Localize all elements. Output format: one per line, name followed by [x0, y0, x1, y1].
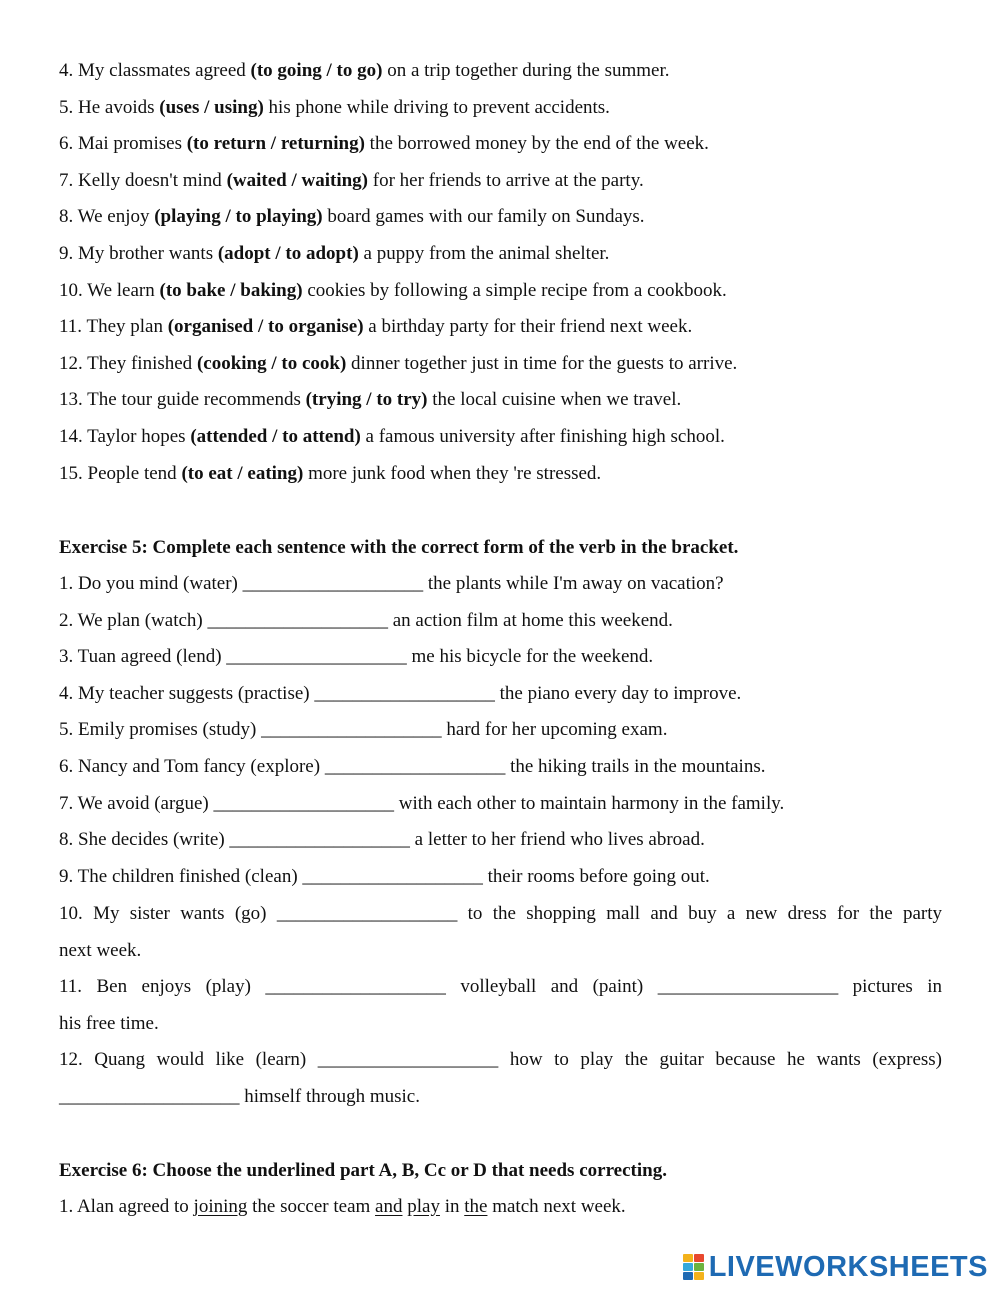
sentence-text: the piano every day to improve. — [494, 682, 742, 704]
exercise-4-item — [59, 132, 942, 156]
sentence-text: 1. Do you mind (water) — [59, 573, 243, 594]
exercise-4-item — [59, 462, 942, 486]
sentence-text: hard for her upcoming exam. — [441, 719, 668, 741]
sentence-text: a puppy from the animal shelter. — [358, 243, 610, 264]
answer-blank[interactable]: ___________________ — [213, 792, 394, 814]
sentence-text: 5. — [59, 96, 74, 118]
sentence-text: a famous university after finishing high school. — [360, 426, 725, 447]
exercise-4-item — [59, 169, 942, 193]
sentence-text: his phone while driving to prevent accidents. — [263, 96, 610, 118]
choice-options[interactable]: (attended / to attend) — [190, 426, 361, 447]
sentence-text: 6. — [59, 133, 74, 155]
choice-options[interactable]: (to eat / eating) — [181, 462, 304, 484]
sentence-text: 7. — [59, 169, 74, 191]
choice-options[interactable]: (uses / using) — [159, 96, 264, 118]
exercise-5-item — [59, 828, 942, 852]
sentence-text: He avoids — [78, 96, 160, 118]
sentence-text: Kelly doesn't mind — [78, 169, 227, 191]
option-a[interactable]: joining — [193, 1196, 248, 1217]
sentence-text: 11. — [59, 316, 83, 338]
sentence-text: the local cuisine when we travel. — [427, 389, 682, 411]
sentence-text: the hiking trails in the mountains. — [505, 756, 766, 777]
liveworksheets-logo[interactable] — [683, 1252, 988, 1282]
sentence-text: more junk food when they 're stressed. — [303, 462, 602, 484]
choice-options[interactable]: (to return / returning) — [186, 133, 365, 155]
sentence-text: 8. — [59, 206, 74, 228]
sentence-text: 12. — [59, 352, 83, 374]
exercise-6-heading: Exercise 6: Choose the underlined part A, B, Cc or D that needs correcting. — [59, 1160, 667, 1181]
exercise-4-item — [59, 242, 942, 266]
exercise-5-heading: Exercise 5: Complete each sentence with the correct form of the verb in the bracket. — [59, 537, 739, 558]
answer-blank[interactable]: ___________________ — [242, 573, 424, 594]
answer-blank[interactable]: ___________________ — [276, 903, 458, 924]
sentence-text: with each other to maintain harmony in the family. — [393, 792, 785, 814]
exercise-5-item-11-cont: his free time. — [59, 1013, 159, 1034]
exercise-5-item — [59, 645, 942, 669]
exercise-5-item — [59, 865, 942, 889]
choice-options[interactable]: (adopt / to adopt) — [217, 243, 359, 264]
sentence-text: on a trip together during the summer. — [382, 60, 670, 81]
sentence-text: 5. Emily promises (study) — [59, 719, 262, 741]
answer-blank[interactable]: ___________________ — [302, 865, 483, 887]
choice-options[interactable]: (to bake / baking) — [159, 279, 303, 301]
choice-options[interactable]: (trying / to try) — [305, 389, 428, 411]
exercise-5-item — [59, 609, 942, 633]
exercise-4-item — [59, 205, 942, 229]
sentence-text: the plants while I'm away on vacation? — [423, 573, 724, 594]
sentence-text: for her friends to arrive at the party. — [368, 169, 644, 191]
answer-blank[interactable]: ___________________ — [229, 829, 410, 851]
option-c[interactable]: play — [407, 1196, 440, 1217]
choice-options[interactable]: (waited / waiting) — [226, 169, 368, 191]
sentence-text: 9. — [59, 243, 74, 264]
sentence-text: 13. — [59, 389, 83, 411]
option-b[interactable]: and — [375, 1196, 403, 1217]
exercise-5-item — [59, 682, 942, 706]
sentence-text: 8. She decides (write) — [59, 829, 230, 851]
sentence-text: 4. My teacher suggests (practise) — [59, 682, 315, 704]
sentence-text: the borrowed money by the end of the week. — [364, 133, 709, 155]
sentence-text: 2. We plan (watch) — [59, 609, 208, 631]
answer-blank[interactable]: ___________________ — [314, 682, 495, 704]
choice-options[interactable]: (organised / to organise) — [167, 316, 364, 338]
sentence-text: Taylor hopes — [87, 426, 191, 447]
exercise-4-item — [59, 352, 942, 376]
sentence-text: People tend — [87, 462, 182, 484]
sentence-text: dinner together just in time for the guests to arrive. — [346, 352, 738, 374]
exercise-4-item — [59, 315, 942, 339]
exercise-5-item — [59, 572, 942, 596]
logo-blocks-icon — [683, 1254, 705, 1280]
exercise-5-item — [59, 755, 942, 779]
choice-options[interactable]: (cooking / to cook) — [196, 352, 347, 374]
sentence-text: My brother wants — [78, 243, 218, 264]
exercise-5-item-10: 10. My sister wants (go) ___________________ to the shopping mall and buy a new dress for the party — [59, 903, 942, 924]
answer-blank[interactable]: ___________________ — [59, 1086, 240, 1107]
sentence-text: their rooms before going out. — [482, 865, 710, 887]
exercise-6-item-1: 1. Alan agreed to joining the soccer team and play in the match next week. — [59, 1196, 626, 1217]
sentence-text: 4. — [59, 60, 74, 81]
sentence-text: 10. — [59, 279, 83, 301]
answer-blank[interactable]: ___________________ — [226, 646, 407, 668]
sentence-text: 6. Nancy and Tom fancy (explore) — [59, 756, 325, 777]
sentence-text: an action film at home this weekend. — [387, 609, 673, 631]
answer-blank[interactable]: ___________________ — [317, 1049, 499, 1070]
sentence-text: board games with our family on Sundays. — [322, 206, 645, 228]
option-d[interactable]: the — [464, 1196, 488, 1217]
exercise-4-item — [59, 96, 942, 120]
choice-options[interactable]: (to going / to go) — [250, 60, 383, 81]
answer-blank[interactable]: ___________________ — [324, 756, 506, 777]
exercise-4-item — [59, 279, 942, 303]
choice-options[interactable]: (playing / to playing) — [154, 206, 323, 228]
sentence-text: 15. — [59, 462, 83, 484]
exercise-5-item-12: 12. Quang would like (learn) ___________________ how to play the guitar because he wants (express) — [59, 1049, 942, 1070]
sentence-text: The tour guide recommends — [87, 389, 306, 411]
sentence-text: They plan — [86, 316, 168, 338]
answer-blank[interactable]: ___________________ — [265, 976, 446, 997]
sentence-text: Mai promises — [78, 133, 187, 155]
sentence-text: 9. The children finished (clean) — [59, 865, 303, 887]
sentence-text: a letter to her friend who lives abroad. — [409, 829, 705, 851]
exercise-5-item-10-cont: next week. — [59, 940, 142, 961]
sentence-text: 3. Tuan agreed (lend) — [59, 646, 227, 668]
exercise-5-item-11: 11. Ben enjoys (play) ___________________ volleyball and (paint) ___________________ pictures in — [59, 976, 942, 997]
sentence-text: a birthday party for their friend next week. — [363, 316, 693, 338]
exercise-4-item — [59, 425, 942, 449]
answer-blank[interactable]: ___________________ — [657, 976, 839, 997]
exercise-4-item — [59, 388, 942, 412]
exercise-4-item — [59, 59, 942, 83]
sentence-text: We enjoy — [77, 206, 155, 228]
sentence-text: cookies by following a simple recipe from a cookbook. — [302, 279, 727, 301]
answer-blank[interactable]: ___________________ — [207, 609, 388, 631]
sentence-text: 7. We avoid (argue) — [59, 792, 214, 814]
sentence-text: They finished — [87, 352, 197, 374]
sentence-text: me his bicycle for the weekend. — [406, 646, 654, 668]
exercise-5-item-12-cont: ___________________ himself through music. — [59, 1086, 420, 1107]
logo-text: LIVEWORKSHEETS — [708, 1250, 988, 1283]
sentence-text: 14. — [59, 426, 83, 447]
exercise-5-item — [59, 718, 942, 742]
sentence-text: My classmates agreed — [78, 60, 251, 81]
answer-blank[interactable]: ___________________ — [261, 719, 442, 741]
sentence-text: We learn — [87, 279, 160, 301]
exercise-5-item — [59, 792, 942, 816]
